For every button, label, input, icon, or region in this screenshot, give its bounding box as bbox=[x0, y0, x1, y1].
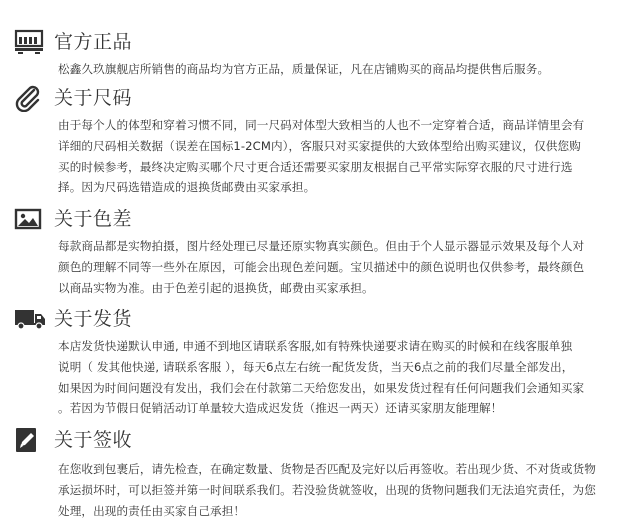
section-title: 官方正品 bbox=[54, 31, 133, 53]
section-body bbox=[58, 459, 606, 521]
section-header bbox=[14, 304, 132, 334]
body-line: 择。因为尺码选错造成的退换货邮费由买家承担。 bbox=[58, 180, 316, 195]
body-line: 在您收到包裹后，请先检查，在确定数量、货物是否匹配及完好以后再签收。若出现少货、不对货或货物 bbox=[58, 462, 596, 476]
body-line: 如果因为时间问题没有发出，我们会在付款第二天给您发出，如果发货过程有任何问题我们会通知买家 bbox=[58, 380, 585, 395]
section-title: 关于色差 bbox=[54, 208, 133, 230]
paperclip-icon bbox=[14, 83, 48, 113]
body-line: 松鑫久玖旗舰店所销售的商品均为官方正品，质量保证，凡在店铺购买的商品均提供售后服务。 bbox=[58, 62, 550, 76]
picture-icon bbox=[14, 204, 48, 234]
body-line: 承运损坏时，可以拒签并第一时间联系我们。若没验货就签收，出现的货物问题我们无法追究责任，为您 bbox=[58, 482, 596, 497]
section-body bbox=[58, 336, 606, 419]
section-header bbox=[14, 204, 132, 234]
section-header bbox=[14, 83, 132, 113]
body-line: 本店发货快递默认申通, 申通不到地区请联系客服,如有特殊快递要求请在购买的时候和在线客服单独 bbox=[58, 339, 573, 353]
body-line: 颜色的理解不同等一些外在原因，可能会出现色差问题。宝贝描述中的颜色说明也仅供参考，最终颜色 bbox=[58, 259, 585, 274]
body-line: 。若因为节假日促销活动订单量较大造成迟发货（推迟一两天）还请买家朋友能理解！ bbox=[58, 401, 503, 416]
pen-edit-icon bbox=[14, 425, 48, 455]
section-body bbox=[58, 236, 606, 298]
section-header bbox=[14, 27, 132, 57]
body-line: 以商品实物为准。由于色差引起的退换货，邮费由买家承担。 bbox=[58, 280, 374, 295]
body-line: 每款商品都是实物拍摄，图片经处理已尽量还原实物真实颜色。但由于个人显示器显示效果及每个人对 bbox=[58, 239, 585, 253]
section-title: 关于签收 bbox=[54, 429, 133, 451]
section-header bbox=[14, 425, 132, 455]
body-line: 详细的尺码相关数据（误差在国标1-2CM内），客服只对买家提供的大致体型给出购买建议，仅供您购 bbox=[58, 138, 581, 153]
section-body bbox=[58, 115, 606, 198]
body-line: 处理，出现的责任由买家自己承担！ bbox=[58, 503, 246, 518]
truck-icon bbox=[14, 304, 48, 334]
body-line: 由于每个人的体型和穿着习惯不同，同一尺码对体型大致相当的人也不一定穿着合适，商品详情里会有 bbox=[58, 118, 585, 132]
section-title: 关于发货 bbox=[54, 308, 133, 330]
section-title: 关于尺码 bbox=[54, 87, 133, 109]
body-line: 买的时候参考，最终决定购买哪个尺寸更合适还需要买家朋友根据自己平常实际穿衣服的尺寸进行选 bbox=[58, 159, 573, 174]
body-line: 说明（ 发其他快递, 请联系客服 ），每天6点左右统一配货发货，当天6点之前的我们尽量全部发出， bbox=[58, 359, 574, 374]
section-body bbox=[58, 59, 606, 80]
auction-icon bbox=[14, 27, 48, 57]
